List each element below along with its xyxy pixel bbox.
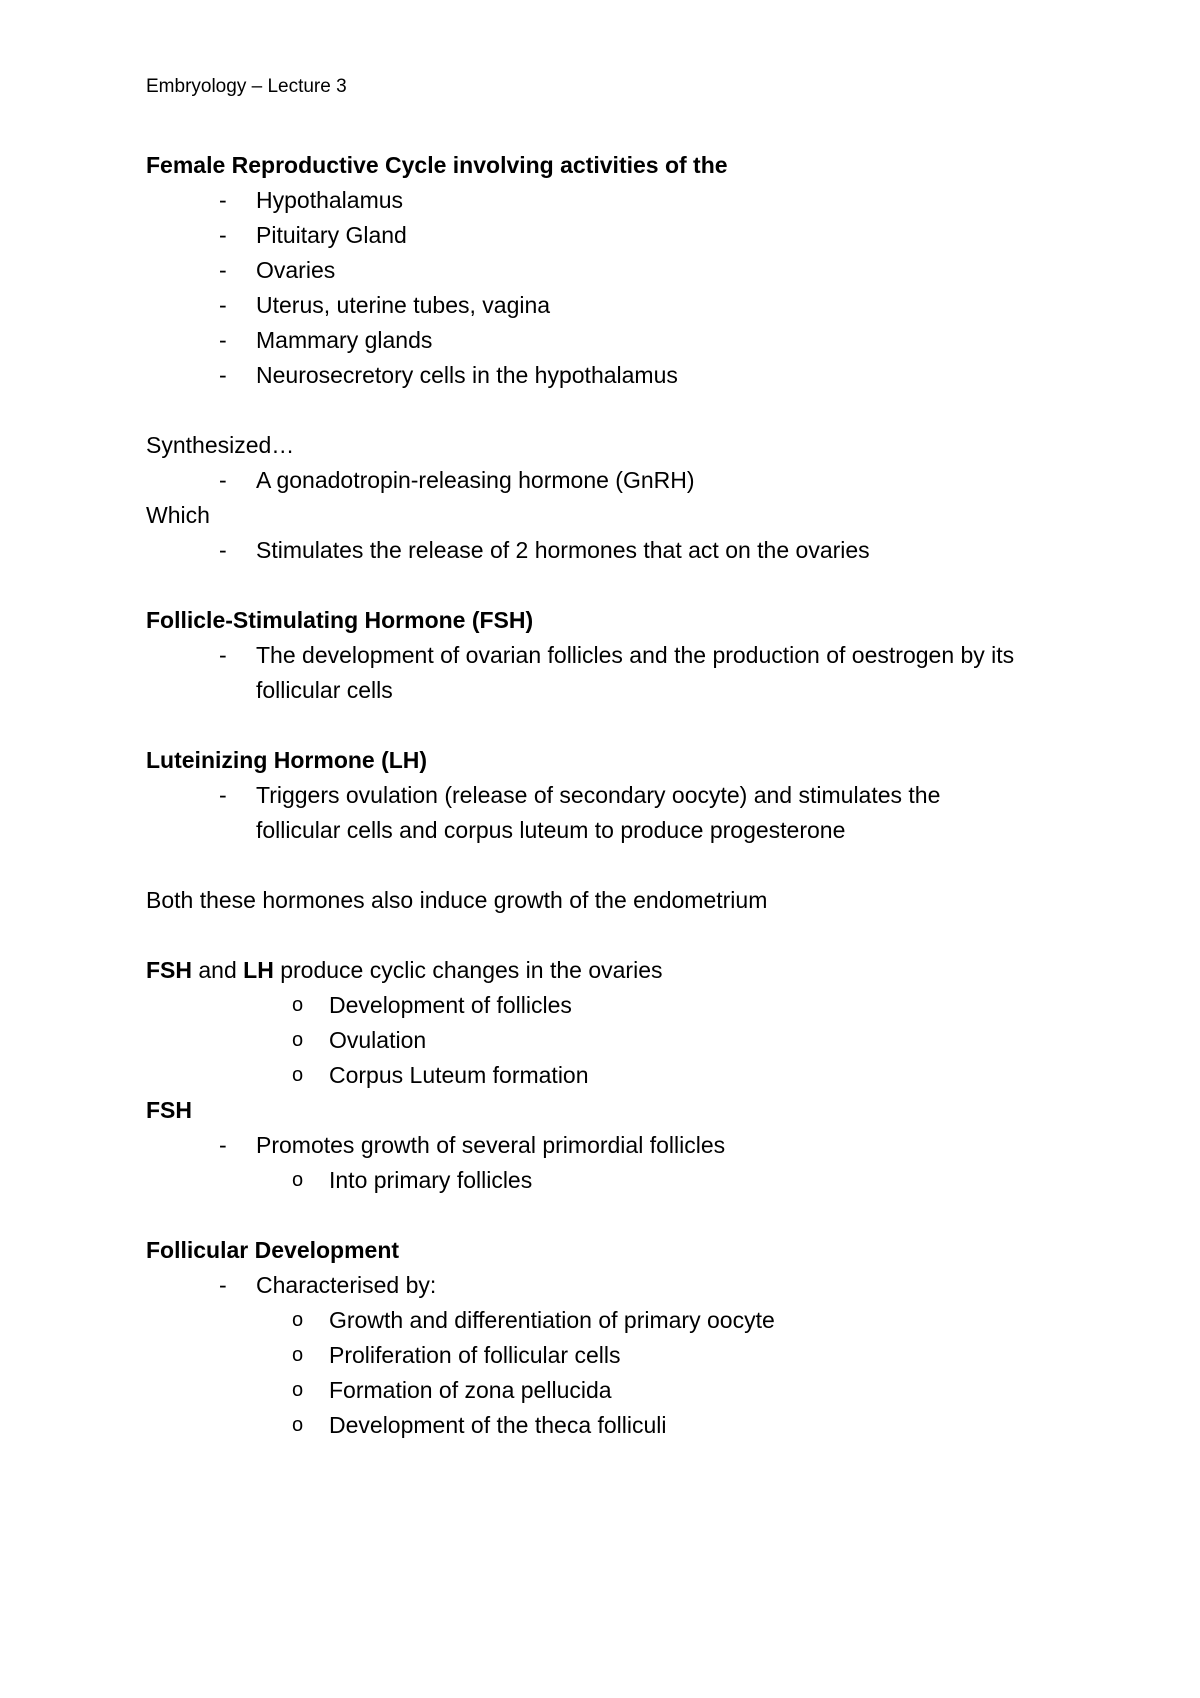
dash-bullet: - [219,1272,227,1298]
list-item: - The development of ovarian follicles and the production of oestrogen by its follicular cells [146,638,1016,708]
circle-bullet: o [292,1169,304,1191]
paragraph-text: Synthesized… [146,432,295,458]
list-item: - Ovaries [146,253,1106,288]
circle-bullet: o [292,1414,304,1436]
dash-bullet: - [219,187,227,213]
circle-bullet: o [292,1064,304,1086]
blank-line [146,568,1106,603]
dash-bullet: - [219,222,227,248]
circle-bullet: o [292,1379,304,1401]
blank-line [146,1198,1106,1233]
section-heading: Follicular Development [146,1237,400,1263]
sub-list-item: o Growth and differentiation of primary oocyte [146,1303,1106,1338]
blank-line [146,708,1106,743]
list-item: - Triggers ovulation (release of secondary oocyte) and stimulates the follicular cells and corpus luteum to produce progesterone [146,778,1016,848]
blank-line [146,393,1106,428]
list-item: - Uterus, uterine tubes, vagina [146,288,1106,323]
sub-list-item: o Formation of zona pellucida [146,1373,1106,1408]
dash-bullet: - [219,257,227,283]
circle-bullet: o [292,1029,304,1051]
section-heading: FSH [146,1097,192,1123]
blank-line [146,918,1106,953]
section-heading: Follicle-Stimulating Hormone (FSH) [146,607,534,633]
bold-term: LH [243,957,274,983]
blank-line [146,848,1106,883]
sub-list-item: o Proliferation of follicular cells [146,1338,1106,1373]
section-heading: Female Reproductive Cycle involving activities of the [146,152,728,178]
list-item: - Hypothalamus [146,183,1106,218]
dash-bullet: - [219,537,227,563]
paragraph-text: Both these hormones also induce growth of the endometrium [146,887,768,913]
dash-bullet: - [219,327,227,353]
bold-term: FSH [146,957,192,983]
paragraph-text: FSH and LH produce cyclic changes in the ovaries [146,957,663,983]
dash-bullet: - [219,782,227,808]
sub-list-item: o Corpus Luteum formation [146,1058,1106,1093]
circle-bullet: o [292,1309,304,1331]
list-item: - Pituitary Gland [146,218,1106,253]
dash-bullet: - [219,1132,227,1158]
list-item: - Promotes growth of several primordial follicles [146,1128,1106,1163]
paragraph-text: Which [146,502,210,528]
list-item: - Characterised by: [146,1268,1106,1303]
dash-bullet: - [219,362,227,388]
page-header: Embryology – Lecture 3 [146,76,347,97]
circle-bullet: o [292,994,304,1016]
dash-bullet: - [219,292,227,318]
list-item: - Stimulates the release of 2 hormones that act on the ovaries [146,533,1106,568]
dash-bullet: - [219,642,227,668]
sub-list-item: o Into primary follicles [146,1163,1106,1198]
sub-list-item: o Development of follicles [146,988,1106,1023]
sub-list-item: o Ovulation [146,1023,1106,1058]
sub-list-item: o Development of the theca folliculi [146,1408,1106,1443]
list-item: - A gonadotropin-releasing hormone (GnRH) [146,463,1106,498]
dash-bullet: - [219,467,227,493]
list-item: - Mammary glands [146,323,1106,358]
document-body [146,148,1106,1443]
section-heading: Luteinizing Hormone (LH) [146,747,428,773]
list-item: - Neurosecretory cells in the hypothalamus [146,358,1106,393]
circle-bullet: o [292,1344,304,1366]
